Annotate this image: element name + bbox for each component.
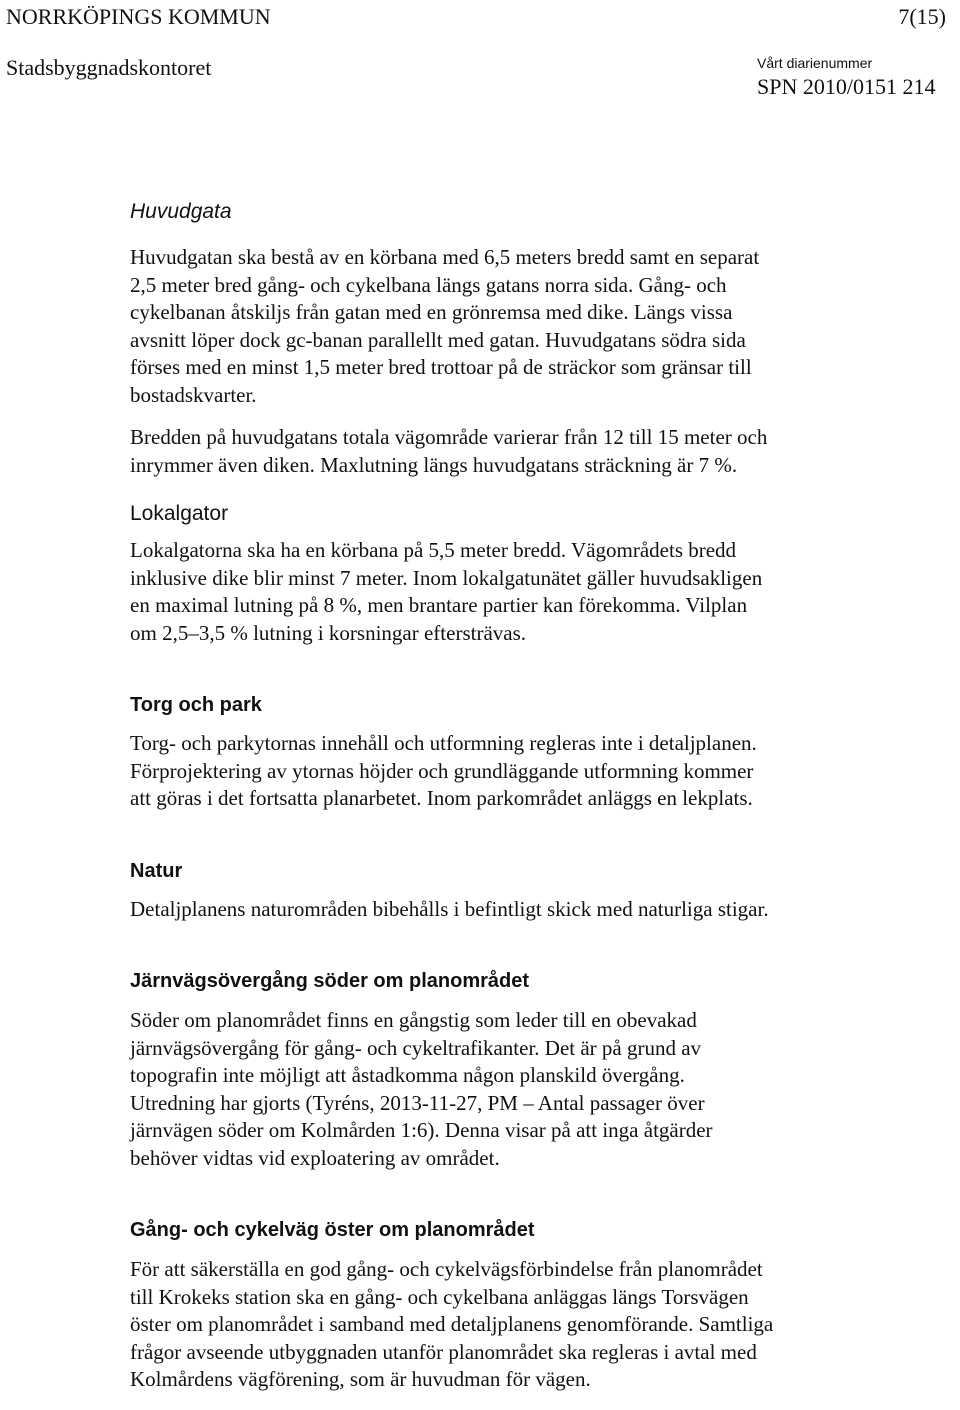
text-line: bostadskvarter. — [130, 382, 257, 407]
text-line: Detaljplanens naturområden bibehålls i befintligt skick med naturliga stigar. — [130, 896, 769, 921]
section-heading: Huvudgata — [130, 200, 232, 223]
text-line: avsnitt löper dock gc-banan parallellt med gatan. Huvudgatans södra sida — [130, 327, 746, 352]
text-line: öster om planområdet i samband med detaljplanens genomförande. Samtliga — [130, 1312, 774, 1336]
section-heading: Gång- och cykelväg öster om planområdet — [130, 1219, 535, 1241]
text-line: en maximal lutning på 8 %, men brantare partier kan förekomma. Vilplan — [130, 593, 748, 617]
text-line: att göras i det fortsatta planarbetet. Inom parkområdet anläggs en lekplats. — [130, 786, 753, 810]
paragraph — [130, 537, 945, 647]
text-line: topografin inte möjligt att åstadkomma någon planskild övergång. — [130, 1063, 685, 1087]
section-heading: Lokalgator — [130, 502, 229, 525]
text-line: Förprojektering av ytornas höjder och grundläggande utformning kommer — [130, 758, 754, 783]
text-line: frågor avseende utbyggnaden utanför planområdet ska regleras i avtal med — [130, 1339, 757, 1364]
reference-label: Vårt diarienummer — [757, 55, 873, 71]
paragraph — [130, 244, 945, 409]
text-line: Kolmårdens vägförening, som är huvudman för vägen. — [130, 1367, 591, 1391]
text-line: cykelbanan åtskiljs från gatan med en grönremsa med dike. Längs vissa — [130, 300, 733, 324]
page-number: 7(15) — [898, 4, 946, 29]
paragraph — [130, 1007, 945, 1172]
text-line: inrymmer även diken. Maxlutning längs huvudgatans sträckning är 7 %. — [130, 452, 738, 477]
text-line: Utredning har gjorts (Tyréns, 2013-11-27, PM – Antal passager över — [130, 1090, 705, 1115]
text-line: behöver vidtas vid exploatering av området. — [130, 1145, 500, 1170]
text-line: Lokalgatorna ska ha en körbana på 5,5 meter bredd. Vägområdets bredd — [130, 538, 737, 562]
paragraph — [130, 424, 945, 479]
text-line: Bredden på huvudgatans totala vägområde varierar från 12 till 15 meter och — [130, 425, 768, 449]
text-line: För att säkerställa en god gång- och cykelvägsförbindelse från planområdet — [130, 1257, 763, 1281]
text-line: inklusive dike blir minst 7 meter. Inom lokalgatunätet gäller huvudsakligen — [130, 565, 763, 590]
paragraph — [130, 1256, 945, 1394]
text-line: om 2,5–3,5 % lutning i korsningar eftersträvas. — [130, 620, 527, 645]
text-line: järnvägen söder om Kolmården 1:6). Denna visar på att inga åtgärder — [130, 1118, 713, 1142]
section-heading: Natur — [130, 859, 183, 882]
text-line: till Krokeks station ska en gång- och cykelbana anläggas längs Torsvägen — [130, 1284, 749, 1309]
paragraph — [130, 730, 945, 813]
office-name: Stadsbyggnadskontoret — [6, 55, 212, 80]
document-body — [130, 198, 945, 1394]
text-line: förses med en minst 1,5 meter bred trottoar på de sträckor som gränsar till — [130, 355, 752, 379]
section-heading: Torg och park — [130, 694, 262, 716]
section-heading: Järnvägsövergång söder om planområdet — [130, 970, 530, 992]
text-line: järnvägsövergång för gång- och cykeltrafikanter. Det är på grund av — [130, 1035, 702, 1060]
paragraph — [130, 896, 945, 924]
text-line: Söder om planområdet finns en gångstig som leder till en obevakad — [130, 1008, 697, 1032]
reference-number: SPN 2010/0151 214 — [757, 74, 936, 99]
text-line: 2,5 meter bred gång- och cykelbana längs gatans norra sida. Gång- och — [130, 272, 727, 297]
text-line: Torg- och parkytornas innehåll och utformning regleras inte i detaljplanen. — [130, 731, 757, 755]
organization-name: NORRKÖPINGS KOMMUN — [6, 4, 271, 29]
text-line: Huvudgatan ska bestå av en körbana med 6,5 meters bredd samt en separat — [130, 245, 760, 269]
